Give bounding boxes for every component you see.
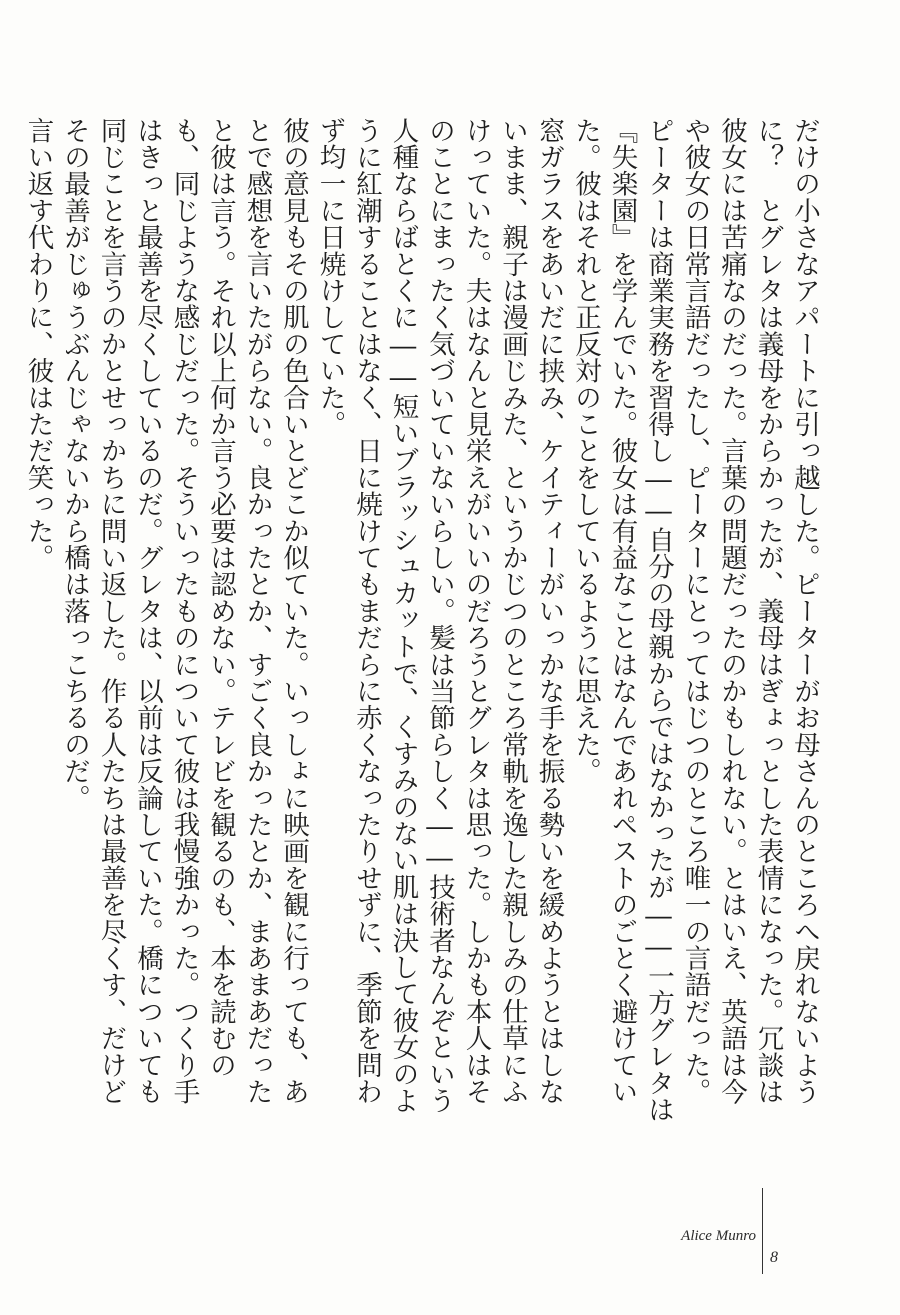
page-number: 8 — [770, 1249, 778, 1266]
paragraph-2: 窓ガラスをあいだに挟み、ケイティーがいっかな手を振る勢いを緩めようとはしないまま、親子は漫画じみた、というかじつのところ常軌を逸した親しみの仕草にふけっていた。夫はなんと見栄えがいいのだろうとグレタは思った。しかも本人はそのことにまったく気づいていないらしい。髪は当節らしく――技術者なんぞという人種ならばとくに――短いブラッシュカットで、くすみのない肌は決して彼女のように紅潮することはなく、日に焼けてもまだらに赤くなったりせずに、季節を問わず均一に日焼けしていた。 — [314, 117, 565, 1114]
page-footer — [0, 1188, 900, 1278]
footer-divider — [762, 1188, 763, 1274]
paragraph-3: 彼の意見もその肌の色合いとどこか似ていた。いっしょに映画を観に行っても、あとで感想を言いたがらない。良かったとか、すごく良かったとか、まあまあだったと彼は言う。それ以上何か言う必要は認めない。テレビを観るのも、本を読むのも、同じような感じだった。そういったものについて彼は我慢強かった。つくり手はきっと最善を尽くしているのだ。グレタは、以前は反論していた。橋についても同じことを言うのかとせっかちに問い返した。作る人たちは最善を尽くす、だけどその最善がじゅうぶんじゃないから橋は落っこちるのだ。 — [59, 117, 309, 1105]
paragraph-1: だけの小さなアパートに引っ越した。ピーターがお母さんのところへ戻れないように？ とグレタは義母をからかったが、義母はぎょっとした表情になった。冗談は彼女には苦痛なのだった。言葉の問題だったのかもしれない。とはいえ、英語は今や彼女の日常言語だったし、ピーターにとってはじつのところ唯一の言語だった。ピーターは商業実務を習得し――自分の母親からではなかったが――一方グレタは『失楽園』を学んでいた。彼女は有益なことはなんであれペストのごとく避けていた。彼はそれと正反対のことをしているように思えた。 — [570, 117, 820, 1123]
paragraph-4: 言い返す代わりに、彼はただ笑った。 — [22, 117, 54, 571]
running-footer-author: Alice Munro — [681, 1228, 756, 1244]
body-text — [19, 117, 822, 1127]
